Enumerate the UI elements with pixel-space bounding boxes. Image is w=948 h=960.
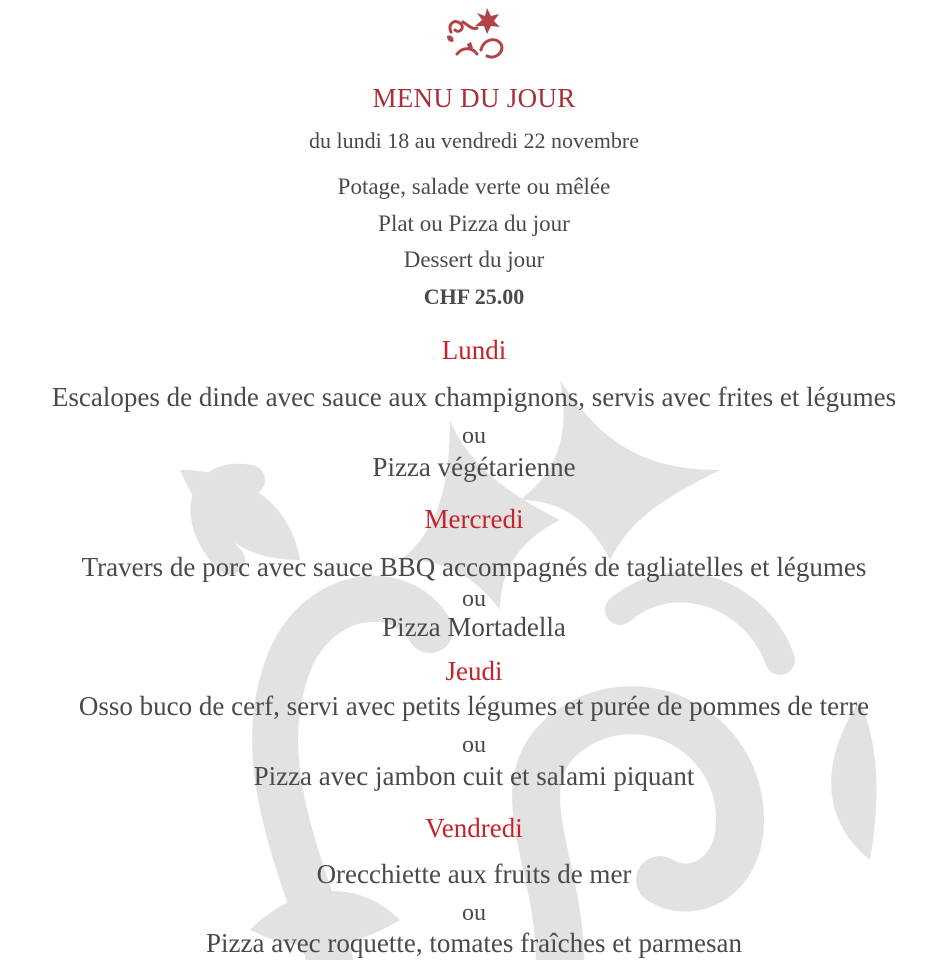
or-separator: ou <box>462 900 486 926</box>
floral-scroll-ornament-icon <box>437 4 517 66</box>
day-heading-vendredi: Vendredi <box>425 813 523 843</box>
or-separator: ou <box>462 423 486 449</box>
date-range: du lundi 18 au vendredi 22 novembre <box>309 128 639 153</box>
menu-price: CHF 25.00 <box>423 284 525 309</box>
dish-pizza: Pizza avec roquette, tomates fraîches et parmesan <box>206 928 742 958</box>
dish-main: Travers de porc avec sauce BBQ accompagnés de tagliatelles et légumes <box>81 552 867 582</box>
dish-main: Orecchiette aux fruits de mer <box>316 859 632 889</box>
course-item: Potage, salade verte ou mêlée <box>337 174 611 199</box>
dish-main: Escalopes de dinde avec sauce aux champignons, servis avec frites et légumes <box>51 382 897 412</box>
dish-pizza: Pizza végétarienne <box>372 452 576 482</box>
course-item: Plat ou Pizza du jour <box>378 211 570 236</box>
or-separator: ou <box>462 586 486 612</box>
menu-title: MENU DU JOUR <box>372 83 576 113</box>
course-item: Dessert du jour <box>403 247 545 272</box>
or-separator: ou <box>462 732 486 758</box>
dish-pizza: Pizza avec jambon cuit et salami piquant <box>253 761 695 791</box>
day-heading-lundi: Lundi <box>441 335 507 365</box>
day-heading-mercredi: Mercredi <box>424 504 524 534</box>
dish-pizza: Pizza Mortadella <box>382 612 566 642</box>
day-heading-jeudi: Jeudi <box>445 656 503 686</box>
dish-main: Osso buco de cerf, servi avec petits légumes et purée de pommes de terre <box>78 691 870 721</box>
